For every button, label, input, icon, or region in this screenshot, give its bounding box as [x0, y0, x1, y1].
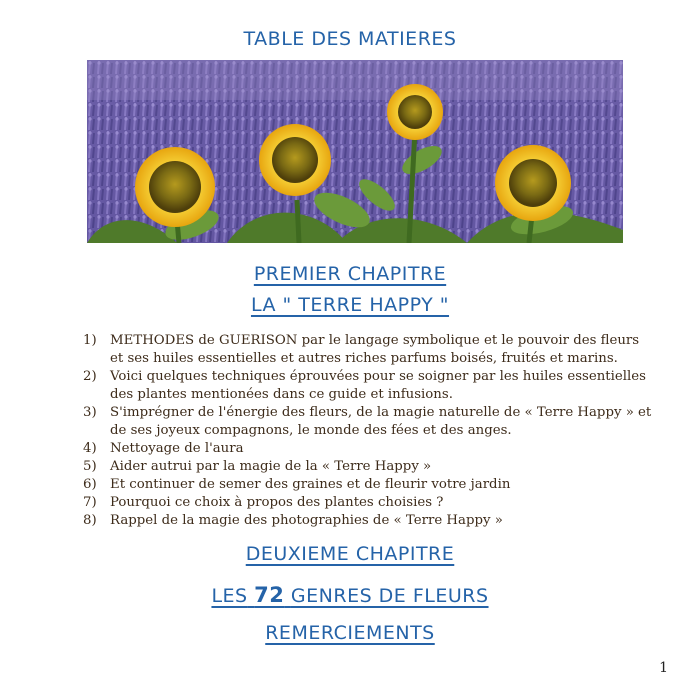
toc-item: 8) Rappel de la magie des photographies de « Terre Happy »	[83, 513, 503, 528]
toc-item: 3) S'imprégner de l'énergie des fleurs, de la magie naturelle de « Terre Happy » et de ses joyeux compagnons, le monde des fées et des anges.	[83, 405, 652, 438]
toc-item: 4) Nettoyage de l'aura	[83, 441, 244, 456]
page-number: 1	[659, 660, 668, 676]
page-title: TABLE DES MATIERES	[243, 28, 457, 50]
chapter-1-subtitle: LA " TERRE HAPPY "	[250, 294, 450, 316]
acknowledgements-heading: REMERCIEMENTS	[265, 622, 435, 644]
chapter-2-heading: DEUXIEME CHAPITRE	[245, 543, 455, 565]
flower-genres-heading: LES 72 GENRES DE FLEURS	[211, 583, 489, 607]
chapter-1-heading: PREMIER CHAPITRE	[253, 263, 447, 285]
toc-item: 1) METHODES de GUERISON par le langage symbolique et le pouvoir des fleurs et ses huiles essentielles et autres riches parfums boisés, fruités et marins.	[83, 333, 640, 366]
sunflower-lavender-photo	[87, 60, 623, 243]
toc-item: 6) Et continuer de semer des graines et de fleurir votre jardin	[83, 477, 511, 492]
toc-item: 7) Pourquoi ce choix à propos des plantes choisies ?	[83, 495, 444, 510]
table-of-contents-list	[83, 332, 653, 530]
toc-item: 5) Aider autrui par la magie de la « Terre Happy »	[83, 459, 432, 474]
toc-item: 2) Voici quelques techniques éprouvées pour se soigner par les huiles essentielles des plantes mentionées dans ce guide et infusions.	[83, 369, 646, 402]
